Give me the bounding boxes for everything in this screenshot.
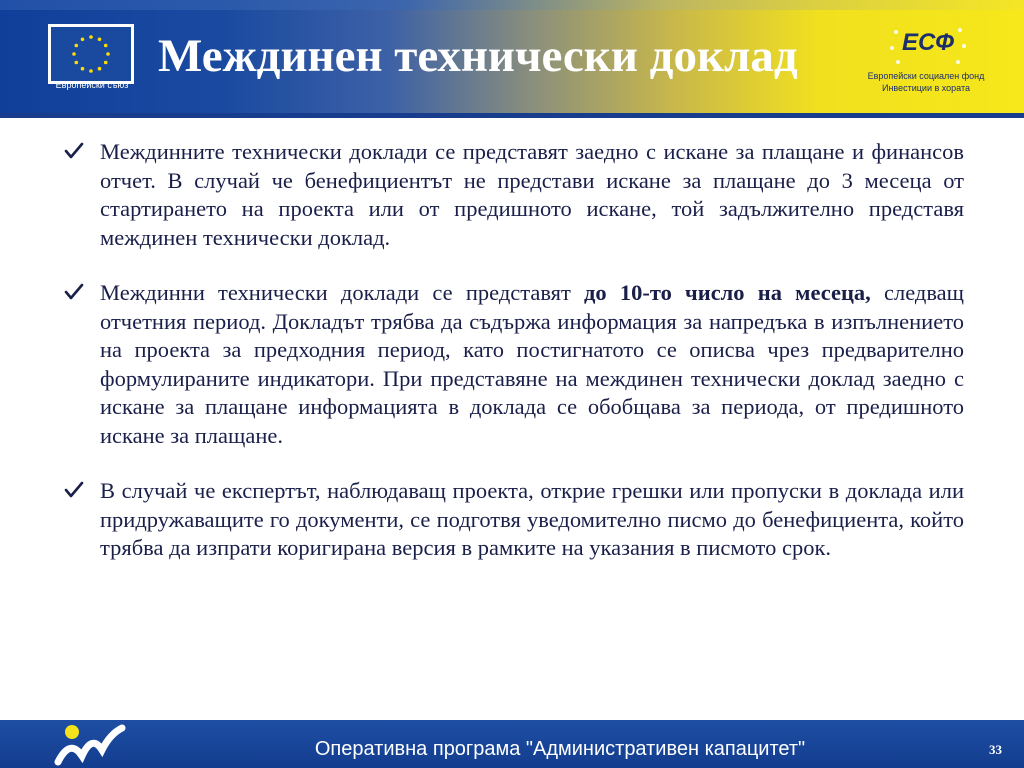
checkmark-icon — [64, 480, 84, 500]
esf-line2: Инвестиции в хората — [881, 83, 970, 93]
eu-star — [81, 37, 85, 41]
eu-star — [98, 37, 102, 41]
esf-caption — [856, 70, 996, 94]
bullet-3 — [64, 477, 964, 563]
bullet-2-deadline: до 10-то число на месеца, — [584, 280, 871, 305]
op-logo-icon — [52, 720, 128, 768]
eu-label: Европейски съюз — [55, 80, 129, 90]
eu-star — [72, 52, 76, 56]
bullet-1 — [64, 138, 964, 252]
eu-star — [106, 52, 110, 56]
eu-star — [89, 35, 93, 39]
slide-content — [64, 138, 964, 590]
eu-star — [81, 67, 85, 71]
esf-line1: Европейски социален фонд — [867, 71, 985, 81]
header-line — [0, 113, 1024, 118]
eu-star — [74, 44, 78, 48]
bullet-2-text-end: следващ отчетния период. Докладът трябва да съдържа информация за напредъка в изпълнението на проекта за предходния период, като постигнатото се описва чрез предварително формулираните индикатори. При представяне на междинен технически доклад заедно с искане за плащане информацията в доклада се обобщава за периода, от предишното искане за плащане. — [100, 280, 964, 448]
eu-star — [74, 61, 78, 65]
esf-logo-text: ЕСФ — [901, 29, 955, 56]
checkmark-icon — [64, 141, 84, 161]
esf-logo-icon — [888, 24, 968, 68]
eu-flag-icon — [48, 24, 134, 84]
eu-star — [104, 44, 108, 48]
bullet-2-text-start: Междинни технически доклади се представят — [100, 280, 585, 305]
header-stripe — [0, 0, 1024, 10]
eu-star — [89, 69, 93, 73]
bullet-2 — [64, 279, 964, 450]
eu-star — [104, 61, 108, 65]
checkmark-icon — [64, 282, 84, 302]
bullet-1-text: Междинните технически доклади се представят заедно с искане за плащане и финансов отчет. В случай че бенефициентът не представи искане за плащане до 3 месеца от стартирането на проекта или от предишното искане, той задължително представя междинен технически доклад. — [100, 139, 964, 250]
page-number: 33 — [989, 742, 1002, 757]
bullet-3-text: В случай че експертът, наблюдаващ проекта, открие грешки или пропуски в доклада или придружаващите го документи, се подготвя уведомително писмо до бенефициента, който трябва да изпрати коригирана версия в рамките на указания в писмото срок. — [100, 478, 964, 560]
footer-programme: Оперативна програма "Административен капацитет" — [314, 738, 806, 760]
eu-star — [98, 67, 102, 71]
slide-title: Междинен технически доклад — [158, 30, 798, 82]
